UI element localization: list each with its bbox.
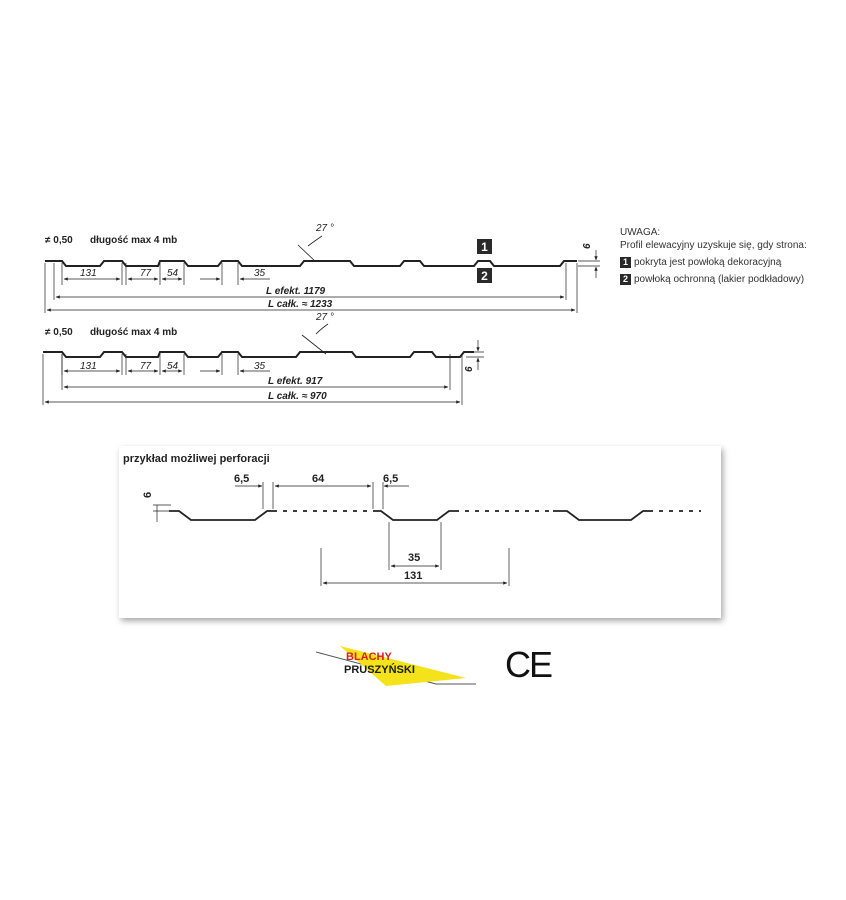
profile-1-l-calk: L całk. ≈ 1233 (268, 299, 333, 310)
perforation-drawing (119, 446, 721, 618)
note-item-1 (620, 256, 807, 269)
profile-2-dim-35: 35 (254, 361, 266, 372)
ce-mark: CE (505, 644, 552, 685)
profile-2-l-efekt: L efekt. 917 (268, 376, 323, 387)
note-panel (620, 226, 807, 286)
profile-2-l-calk: L całk. ≈ 970 (268, 391, 327, 402)
blachy-pruszynski-logo (316, 642, 476, 688)
perforation-dim-35: 35 (408, 552, 421, 564)
profile-1-dim-54: 54 (167, 268, 179, 279)
profile-1-dim-131: 131 (80, 268, 97, 279)
profile-2-height: 6 (464, 366, 475, 372)
note-item-1-text: pokryta jest powłoką dekoracyjną (634, 257, 782, 268)
perforation-profile-solid (169, 511, 649, 520)
profile-1-angle-leader (298, 245, 316, 262)
profile-1-thickness: ≠ 0,50 (45, 235, 73, 246)
profile-1-dim-77: 77 (140, 268, 152, 279)
profile-1-l-efekt: L efekt. 1179 (266, 286, 326, 297)
perforation-dim-right: 6,5 (383, 473, 399, 485)
profile-1-angle-arc (308, 236, 322, 246)
perforation-panel (119, 446, 721, 618)
profile-1-length-note: długość max 4 mb (90, 235, 178, 246)
logo-bottom-text: PRUSZYŃSKI (344, 664, 415, 676)
profile-2 (43, 312, 484, 405)
perforation-height: 6 (142, 491, 154, 498)
side-2-badge-label: 2 (481, 269, 488, 283)
logo-top-text: BLACHY (346, 651, 392, 663)
profile-1-height: 6 (582, 243, 593, 249)
profile-2-dim-131: 131 (80, 361, 97, 372)
profile-1-angle: 27 ° (316, 223, 334, 234)
profile-2-sheet (43, 352, 474, 357)
note-item-2-text: powłoką ochronną (lakier podkładowy) (634, 274, 805, 285)
profile-1-dim-35: 35 (254, 268, 266, 279)
profile-2-thickness: ≠ 0,50 (45, 327, 73, 338)
profile-2-length-note: długość max 4 mb (90, 327, 178, 338)
profile-1-sheet (45, 261, 577, 266)
note-line: Profil elewacyjny uzyskuje się, gdy strona: (620, 240, 807, 251)
profile-2-dim-54: 54 (167, 361, 179, 372)
side-1-badge-label: 1 (481, 240, 488, 254)
profile-1 (45, 223, 600, 313)
note-title: UWAGA: (620, 227, 661, 238)
perforation-dim-131: 131 (404, 570, 423, 582)
perforation-dim-left: 6,5 (234, 473, 250, 485)
note-badge-1: 1 (620, 257, 631, 268)
perforation-title: przykład możliwej perforacji (123, 453, 270, 465)
profile-2-angle: 27 ° (316, 312, 334, 323)
note-item-2 (620, 273, 807, 286)
note-badge-2: 2 (620, 274, 631, 285)
profile-2-dim-77: 77 (140, 361, 152, 372)
perforation-dim-mid: 64 (312, 473, 325, 485)
